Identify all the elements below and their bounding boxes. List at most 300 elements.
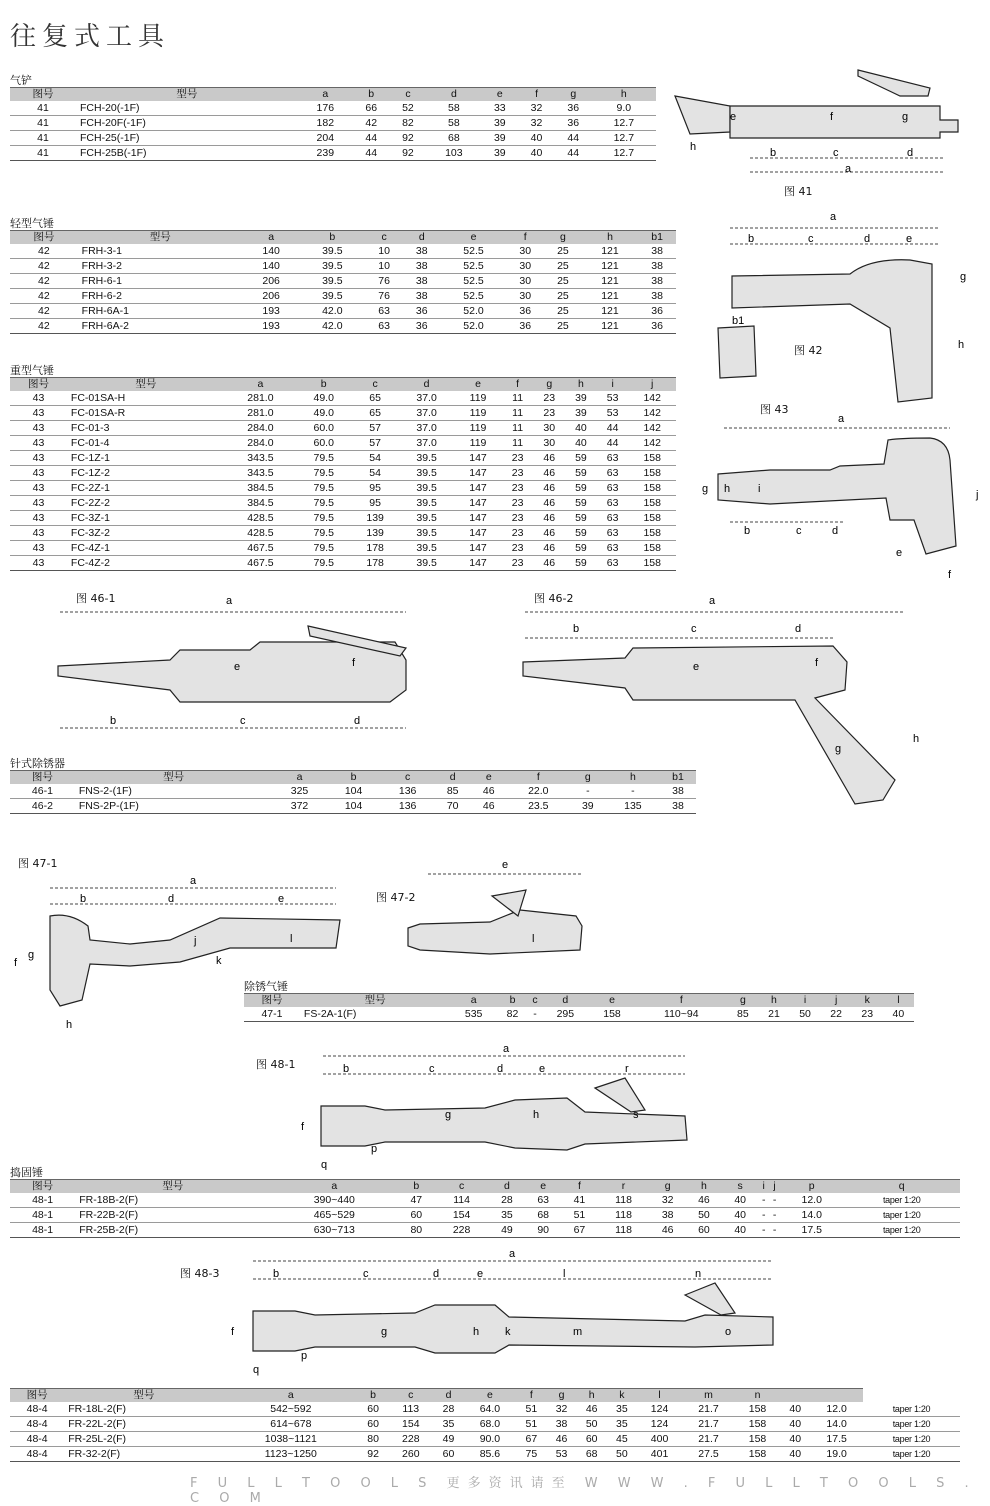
svg-text:j: j	[194, 935, 197, 947]
table-cell: FRH-6A-1	[78, 304, 243, 319]
svg-text:e: e	[234, 661, 241, 673]
section-title-tamper: 捣固锤	[10, 1166, 43, 1179]
table-cell: 60	[358, 1402, 388, 1417]
table-cell: 63	[365, 304, 403, 319]
table-cell: 428.5	[225, 526, 296, 541]
table-cell: 39.5	[399, 466, 454, 481]
table-cell: 43	[10, 466, 67, 481]
table-cell: 21.7	[682, 1402, 735, 1417]
table-cell: 158	[628, 541, 676, 556]
table-cell: 51	[516, 1417, 546, 1432]
table-cell: 79.5	[296, 496, 351, 511]
table-row	[10, 1402, 960, 1417]
table-cell: 48-1	[10, 1208, 75, 1223]
table-header-cell: b1	[660, 771, 696, 785]
figure-48-1-drawing	[295, 1040, 695, 1170]
table-cell: 46	[686, 1193, 722, 1208]
table-cell: FCH-20(-1F)	[76, 101, 298, 116]
table-cell: 21.7	[682, 1417, 735, 1432]
table-row	[10, 556, 676, 571]
svg-text:a: a	[709, 595, 716, 607]
table-header-cell: d	[426, 88, 481, 102]
table-cell: 43	[10, 391, 67, 406]
table-row	[10, 1223, 960, 1238]
svg-text:f: f	[352, 657, 356, 669]
table-header-cell: k	[852, 994, 883, 1008]
table-cell: 46	[577, 1402, 607, 1417]
table-cell: 25	[544, 289, 582, 304]
table-cell: 63	[597, 466, 629, 481]
table-cell: 79.5	[296, 541, 351, 556]
table-header-cell: 图号	[244, 994, 300, 1008]
table-cell: 158	[628, 556, 676, 571]
table-cell: 139	[351, 511, 399, 526]
table-cell: 158	[735, 1417, 780, 1432]
svg-text:e: e	[278, 893, 285, 905]
table-cell: 47	[398, 1193, 434, 1208]
table-cell: taper 1:20	[863, 1447, 960, 1462]
table-header-cell: d	[435, 771, 471, 785]
table-cell: 176	[298, 101, 353, 116]
table-cell: 80	[358, 1432, 388, 1447]
table-cell: FR-22L-2(F)	[64, 1417, 223, 1432]
table-cell: 135	[606, 799, 660, 814]
table-cell: 41	[10, 116, 76, 131]
table-cell: 53	[597, 391, 629, 406]
table-cell: 76	[365, 289, 403, 304]
table-header-cell: k	[607, 1389, 637, 1403]
table-cell: 281.0	[225, 391, 296, 406]
svg-text:d: d	[795, 623, 802, 635]
table-header-cell: 型号	[76, 88, 298, 102]
table-cell: 142	[628, 421, 676, 436]
table-header-cell: b	[353, 88, 390, 102]
table-cell: 46-1	[10, 784, 75, 799]
table-cell: 59	[565, 496, 597, 511]
table-cell: 38	[650, 1208, 686, 1223]
table-header-cell: e	[471, 771, 507, 785]
table-cell: FC-1Z-1	[67, 451, 225, 466]
figure-46-2-label: 图 46-2	[534, 592, 574, 605]
table-cell: 44	[353, 131, 390, 146]
table-cell: FCH-20F(-1F)	[76, 116, 298, 131]
table-cell: 118	[598, 1193, 650, 1208]
svg-text:h: h	[958, 339, 965, 351]
table-cell: -	[758, 1193, 769, 1208]
table-cell: FCH-25B(-1F)	[76, 146, 298, 161]
table-cell: 12.7	[592, 146, 656, 161]
table-header-row	[10, 231, 676, 245]
table-header-cell: h	[592, 88, 656, 102]
table-cell: 23	[502, 466, 534, 481]
table-cell: taper 1:20	[843, 1193, 960, 1208]
table-cell: 42	[10, 289, 78, 304]
table-header-cell: p	[780, 1180, 843, 1194]
svg-text:e: e	[539, 1063, 546, 1075]
table-row	[10, 1208, 960, 1223]
table-header-cell: g	[650, 1180, 686, 1194]
table-header-cell	[780, 1389, 810, 1403]
figure-41-drawing	[670, 62, 970, 202]
table-cell: 95	[351, 496, 399, 511]
table-cell: 46	[533, 466, 565, 481]
svg-text:k: k	[505, 1326, 511, 1338]
table-cell: taper 1:20	[843, 1223, 960, 1238]
table-cell: 22	[821, 1007, 852, 1022]
svg-text:f: f	[14, 957, 18, 969]
figure-48-1-label: 图 48-1	[256, 1058, 296, 1071]
table-row	[10, 1193, 960, 1208]
table-cell: 206	[243, 274, 300, 289]
svg-text:i: i	[758, 483, 761, 495]
table-cell: 193	[243, 304, 300, 319]
svg-text:d: d	[433, 1268, 440, 1280]
table-cell: 104	[327, 784, 381, 799]
table-cell: 139	[351, 526, 399, 541]
table-cell: 614~678	[224, 1417, 358, 1432]
table-cell: 43	[10, 556, 67, 571]
table-cell: 343.5	[225, 451, 296, 466]
table-cell: 44	[597, 436, 629, 451]
svg-text:q: q	[253, 1364, 260, 1376]
table-header-row	[10, 88, 656, 102]
table-cell: 63	[597, 451, 629, 466]
table-header-cell: 图号	[10, 1389, 64, 1403]
table-cell: 82	[390, 116, 427, 131]
table-cell: 43	[10, 511, 67, 526]
table-cell: 41	[10, 131, 76, 146]
spec-table-air-chisel	[10, 87, 656, 161]
table-cell: 281.0	[225, 406, 296, 421]
table-cell: 64.0	[464, 1402, 517, 1417]
table-cell: 43	[10, 541, 67, 556]
table-cell: 21	[758, 1007, 789, 1022]
svg-text:b: b	[110, 715, 117, 727]
table-cell: 79.5	[296, 451, 351, 466]
table-header-cell: e	[589, 994, 636, 1008]
table-cell: 85	[435, 784, 471, 799]
table-cell: 95	[351, 481, 399, 496]
table-cell: 63	[525, 1193, 561, 1208]
table-cell: 39	[481, 131, 518, 146]
table-cell: 23	[533, 406, 565, 421]
table-cell: FC-4Z-2	[67, 556, 225, 571]
table-cell: 42	[10, 244, 78, 259]
svg-text:c: c	[429, 1063, 435, 1075]
table-cell: 42.0	[299, 319, 365, 334]
table-header-cell: 型号	[300, 994, 450, 1008]
svg-text:a: a	[190, 875, 197, 887]
table-cell: 38	[638, 274, 676, 289]
table-header-cell: f	[516, 1389, 546, 1403]
table-cell: 158	[628, 526, 676, 541]
figure-41-label: 图 41	[784, 185, 813, 198]
table-row	[10, 146, 656, 161]
table-cell: 158	[735, 1447, 780, 1462]
table-cell: FRH-3-1	[78, 244, 243, 259]
table-cell: 154	[434, 1208, 488, 1223]
table-cell: 36	[506, 319, 544, 334]
svg-text:d: d	[354, 715, 361, 727]
table-cell: 53	[546, 1447, 576, 1462]
table-cell: 39.5	[399, 526, 454, 541]
table-cell: 82	[497, 1007, 528, 1022]
table-header-cell: b1	[638, 231, 676, 245]
table-header-cell: c	[528, 994, 542, 1008]
svg-text:f: f	[231, 1326, 235, 1338]
table-cell: 158	[628, 511, 676, 526]
table-cell: 35	[433, 1417, 463, 1432]
table-cell: -	[769, 1208, 780, 1223]
table-cell: 63	[597, 526, 629, 541]
table-header-cell: j	[628, 378, 676, 392]
svg-text:b: b	[80, 893, 87, 905]
table-cell: 260	[388, 1447, 433, 1462]
svg-text:g: g	[835, 743, 842, 755]
table-cell: 44	[597, 421, 629, 436]
table-header-cell: h	[758, 994, 789, 1008]
table-header-row	[10, 378, 676, 392]
table-cell: 46-2	[10, 799, 75, 814]
table-cell: 39.5	[399, 541, 454, 556]
svg-text:e: e	[477, 1268, 484, 1280]
table-cell: 39.5	[299, 244, 365, 259]
table-cell: taper 1:20	[863, 1417, 960, 1432]
figure-48-3-label: 图 48-3	[180, 1267, 220, 1280]
table-cell: 47-1	[244, 1007, 300, 1022]
svg-text:q: q	[321, 1159, 328, 1170]
table-cell: 103	[426, 146, 481, 161]
section-title-heavy-hammer: 重型气锤	[10, 364, 54, 377]
table-cell: 60	[398, 1208, 434, 1223]
table-row	[10, 319, 676, 334]
svg-text:n: n	[695, 1268, 702, 1280]
table-cell: 59	[565, 541, 597, 556]
table-row	[10, 1417, 960, 1432]
table-header-cell: s	[722, 1180, 758, 1194]
table-header-cell: h	[582, 231, 639, 245]
table-cell: 428.5	[225, 511, 296, 526]
table-cell: 90.0	[464, 1432, 517, 1447]
table-header-cell: g	[533, 378, 565, 392]
table-cell: 63	[597, 481, 629, 496]
table-cell: 12.7	[592, 116, 656, 131]
table-cell: 46	[533, 556, 565, 571]
table-cell: 43	[10, 496, 67, 511]
table-cell: 372	[272, 799, 326, 814]
table-cell: 49.0	[296, 406, 351, 421]
table-cell: 57	[351, 436, 399, 451]
svg-text:b: b	[770, 147, 777, 159]
table-cell: 158	[628, 451, 676, 466]
table-header-cell: f	[518, 88, 555, 102]
table-row	[10, 451, 676, 466]
table-cell: 36	[506, 304, 544, 319]
table-cell: 42	[10, 259, 78, 274]
table-header-cell: e	[481, 88, 518, 102]
table-cell: 46	[533, 511, 565, 526]
table-cell: FC-1Z-2	[67, 466, 225, 481]
table-cell: 43	[10, 481, 67, 496]
svg-text:e: e	[693, 661, 700, 673]
table-cell: 118	[598, 1223, 650, 1238]
table-cell: 38	[638, 289, 676, 304]
table-cell: 68.0	[464, 1417, 517, 1432]
table-cell: 53	[597, 406, 629, 421]
table-cell: 35	[607, 1402, 637, 1417]
table-cell: 401	[637, 1447, 682, 1462]
table-header-cell: g	[546, 1389, 576, 1403]
table-cell: 121	[582, 319, 639, 334]
table-cell: 121	[582, 274, 639, 289]
spec-table-tamper-long	[10, 1388, 960, 1462]
table-row	[10, 481, 676, 496]
table-cell: -	[769, 1223, 780, 1238]
table-cell: 384.5	[225, 481, 296, 496]
table-cell: 45	[607, 1432, 637, 1447]
svg-text:g: g	[902, 111, 909, 123]
table-cell: 54	[351, 451, 399, 466]
table-cell: 37.0	[399, 421, 454, 436]
svg-text:f: f	[830, 111, 834, 123]
table-cell: 40	[518, 131, 555, 146]
table-header-cell: 型号	[78, 231, 243, 245]
table-cell: 79.5	[296, 526, 351, 541]
table-header-cell: j	[769, 1180, 780, 1194]
table-cell: 21.7	[682, 1432, 735, 1447]
svg-text:p: p	[371, 1143, 378, 1155]
svg-text:h: h	[66, 1019, 73, 1030]
table-cell: FC-01SA-R	[67, 406, 225, 421]
table-cell: 228	[388, 1432, 433, 1447]
figure-46-1-label: 图 46-1	[76, 592, 116, 605]
table-cell: 25	[544, 259, 582, 274]
table-cell: 39.5	[399, 556, 454, 571]
table-cell: 124	[637, 1402, 682, 1417]
table-cell: 67	[561, 1223, 597, 1238]
svg-text:g: g	[445, 1109, 452, 1121]
table-cell: 284.0	[225, 436, 296, 451]
table-cell: 119	[454, 436, 502, 451]
table-header-cell: d	[399, 378, 454, 392]
table-cell: 52.5	[441, 289, 507, 304]
table-cell: 39.5	[399, 496, 454, 511]
svg-text:d: d	[497, 1063, 504, 1075]
table-cell: 43	[10, 526, 67, 541]
svg-text:b: b	[744, 525, 751, 537]
table-header-cell: 型号	[64, 1389, 223, 1403]
table-header-cell: c	[365, 231, 403, 245]
table-header-cell: f	[506, 231, 544, 245]
table-cell: 43	[10, 421, 67, 436]
table-cell: FR-22B-2(F)	[75, 1208, 270, 1223]
table-cell: 90	[525, 1223, 561, 1238]
table-cell: 59	[565, 526, 597, 541]
table-cell: 136	[381, 799, 435, 814]
table-cell: 32	[518, 101, 555, 116]
table-cell: 38	[403, 259, 441, 274]
table-cell: 79.5	[296, 481, 351, 496]
table-row	[10, 496, 676, 511]
table-row	[10, 304, 676, 319]
table-cell: 76	[365, 274, 403, 289]
svg-text:a: a	[830, 211, 837, 223]
table-cell: 14.0	[810, 1417, 863, 1432]
svg-text:l: l	[563, 1268, 566, 1280]
table-cell: 37.0	[399, 406, 454, 421]
table-header-cell: a	[270, 1180, 398, 1194]
table-cell: -	[758, 1223, 769, 1238]
svg-text:e: e	[906, 233, 913, 245]
svg-text:e: e	[896, 547, 903, 559]
table-cell: FR-18L-2(F)	[64, 1402, 223, 1417]
table-cell: 85	[727, 1007, 758, 1022]
table-cell: 140	[243, 244, 300, 259]
table-cell: 114	[434, 1193, 488, 1208]
table-cell: 58	[426, 116, 481, 131]
table-header-cell: 图号	[10, 378, 67, 392]
table-header-cell: h	[577, 1389, 607, 1403]
table-cell: FCH-25(-1F)	[76, 131, 298, 146]
table-cell: 40	[565, 436, 597, 451]
svg-text:h: h	[724, 483, 731, 495]
table-row	[10, 289, 676, 304]
table-cell: 42	[10, 304, 78, 319]
table-cell: 465~529	[270, 1208, 398, 1223]
table-cell: 23	[852, 1007, 883, 1022]
table-cell: 46	[533, 481, 565, 496]
svg-text:f: f	[301, 1121, 305, 1133]
table-cell: 27.5	[682, 1447, 735, 1462]
table-cell: FRH-6A-2	[78, 319, 243, 334]
table-cell: 32	[518, 116, 555, 131]
table-cell: 60.0	[296, 436, 351, 451]
table-cell: 158	[628, 496, 676, 511]
table-cell: FR-32-2(F)	[64, 1447, 223, 1462]
table-cell: 325	[272, 784, 326, 799]
table-cell: 178	[351, 541, 399, 556]
table-cell: -	[528, 1007, 542, 1022]
table-cell: 37.0	[399, 436, 454, 451]
table-cell: 25	[544, 319, 582, 334]
table-cell: -	[570, 784, 606, 799]
table-cell: 63	[597, 556, 629, 571]
svg-text:g: g	[960, 271, 967, 283]
table-cell: 43	[10, 436, 67, 451]
table-cell: 46	[533, 541, 565, 556]
table-cell: 39.5	[399, 481, 454, 496]
table-header-cell: r	[598, 1180, 650, 1194]
figure-47-1-drawing	[10, 870, 350, 1030]
table-cell: FR-18B-2(F)	[75, 1193, 270, 1208]
table-cell: 204	[298, 131, 353, 146]
table-header-cell: g	[570, 771, 606, 785]
svg-text:a: a	[503, 1043, 510, 1055]
table-cell: 38	[403, 274, 441, 289]
svg-text:p: p	[301, 1350, 308, 1362]
table-header-cell: e	[441, 231, 507, 245]
table-header-cell: f	[507, 771, 570, 785]
table-header-cell: a	[272, 771, 326, 785]
table-cell: 60.0	[296, 421, 351, 436]
table-header-cell: h	[565, 378, 597, 392]
table-cell: 41	[10, 146, 76, 161]
svg-text:c: c	[808, 233, 814, 245]
table-cell: 1123~1250	[224, 1447, 358, 1462]
svg-text:f: f	[815, 657, 819, 669]
table-cell: 121	[582, 304, 639, 319]
table-cell: FR-25B-2(F)	[75, 1223, 270, 1238]
